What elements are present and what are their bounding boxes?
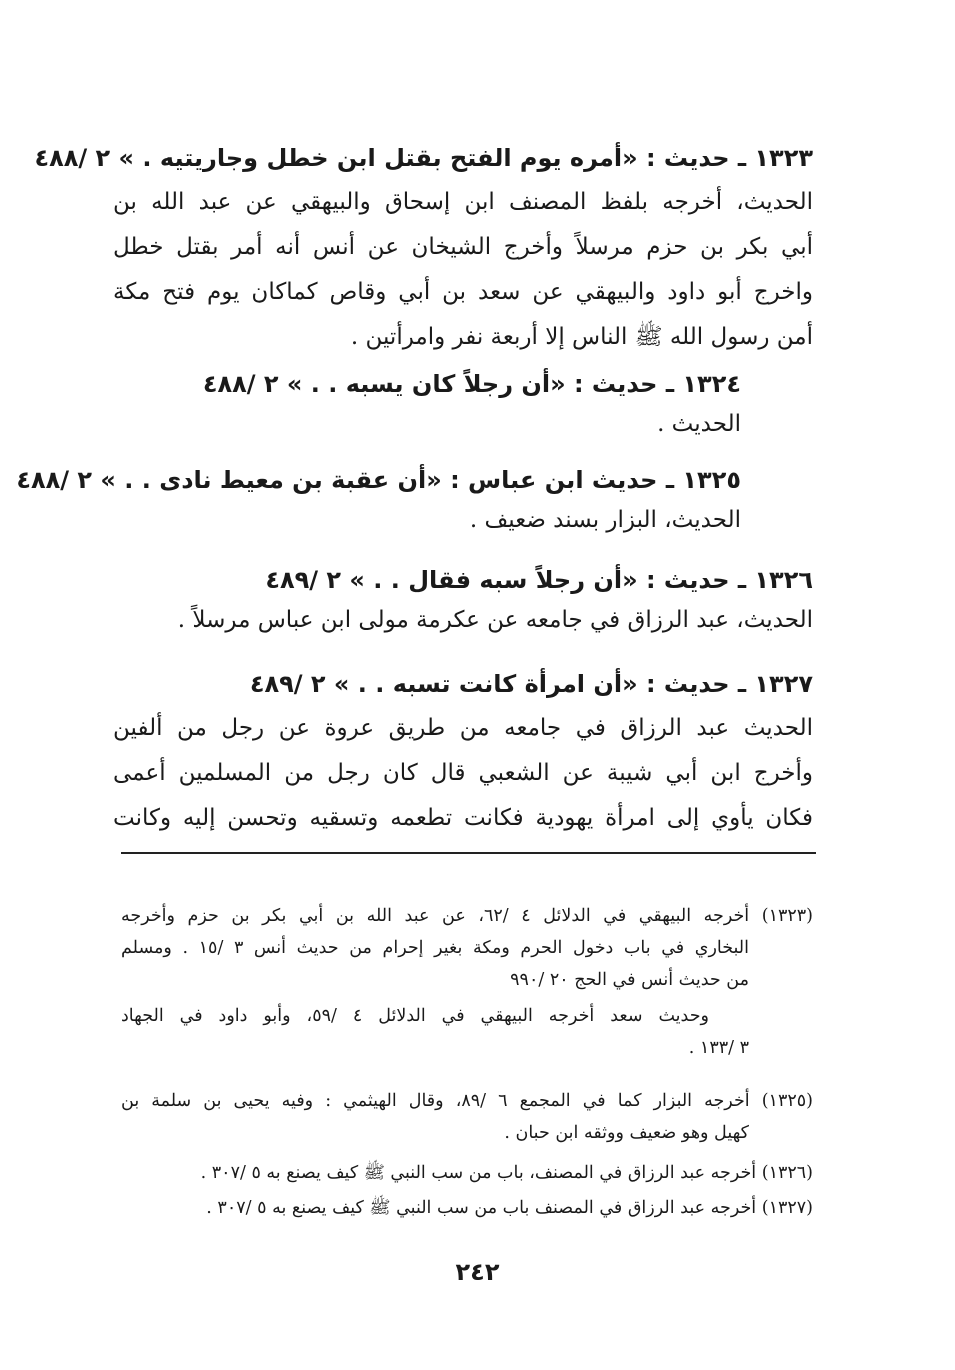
footnote-line: (١٣٢٦) أخرجه عبد الرزاق في المصنف، باب من سب النبي ﷺ كيف يصنع به ٥ /٣٠٧ . xyxy=(200,1163,813,1183)
entry-text-line: الحديث، البزار بسند ضعيف . xyxy=(469,507,741,533)
entry-text-line: أمن رسول الله ﷺ الناس إلا أربعة نفر وامرأتين . xyxy=(350,324,813,350)
entry-heading: ١٣٢٣ ـ حديث : «أمره يوم الفتح بقتل ابن خطل وجاريتيه . » ٢ /٤٨٨ xyxy=(34,144,813,172)
footnote-line: وحديث سعد أخرجه البيهقي في الدلائل ٤ /٥٩، وأبو داود في الجهاد xyxy=(121,1006,709,1026)
entry-text-line: الحديث، عبد الرزاق في جامعه عن عكرمة مولى ابن عباس مرسلاً . xyxy=(177,607,813,633)
entry-text-line: واخرج أبو داود والبيهقي عن سعد بن أبي وقاص كماكان يوم فتح مكة xyxy=(113,279,813,305)
footnote-line: البخاري في باب دخول الحرم ومكة بغير إحرام من حديث أنس ٣ /١٥ . ومسلم xyxy=(121,938,749,958)
entry-1326 xyxy=(113,562,813,643)
entry-text-line: وأخرج ابن أبي شيبة عن الشعبي قال كان رجل من المسلمين أعمى xyxy=(113,760,813,786)
footnote-separator xyxy=(121,852,816,854)
entry-heading: ١٣٢٥ ـ حديث ابن عباس : «أن عقبة بن معيط نادى . . » ٢ /٤٨٨ xyxy=(16,466,741,494)
entry-text-line: الحديث عبد الرزاق في جامعه من طريق عروة عن رجل من ألفين xyxy=(113,715,813,741)
footnote-1323 xyxy=(121,900,813,1064)
entry-1327 xyxy=(113,666,813,841)
entry-text-line: الحديث . xyxy=(657,411,741,437)
footnote-line: من حديث أنس في الحج ٢٠ /٩٩٠ xyxy=(510,970,749,990)
footnote-line: كهيل وهو ضعيف ووثقه ابن حبان . xyxy=(504,1123,749,1143)
footnote-line: ٣ /١٣٣ . xyxy=(688,1038,749,1058)
entry-heading: ١٣٢٤ ـ حديث : «أن رجلاً كان يسبه . . » ٢ /٤٨٨ xyxy=(202,370,741,398)
entry-text-line: أبي بكر بن حزم مرسلاً وأخرج الشيخان عن أنس أنه أمر بقتل خطل xyxy=(113,234,813,260)
entry-1325 xyxy=(16,462,813,543)
entry-heading: ١٣٢٦ ـ حديث : «أن رجلاً سبه فقال . . » ٢ /٤٨٩ xyxy=(265,566,813,594)
entry-heading: ١٣٢٧ ـ حديث : «أن امرأة كانت تسبه . . » ٢ /٤٨٩ xyxy=(249,670,813,698)
footnote-line: (١٣٢٣) أخرجه البيهقي في الدلائل ٤ /٦٢، عن عبد الله بن أبي بكر بن حزم وأخرجه xyxy=(121,906,813,926)
footnote-1326 xyxy=(121,1157,813,1189)
page-number: ٢٤٢ xyxy=(455,1258,500,1286)
entry-text-line: الحديث، أخرجه بلفظ المصنف ابن إسحاق والبيهقي عن عبد الله بن xyxy=(113,189,813,215)
footnote-line: (١٣٢٧) أخرجه عبد الرزاق في المصنف باب من سب النبي ﷺ كيف يصنع به ٥ /٣٠٧ . xyxy=(206,1198,813,1218)
footnote-1325 xyxy=(121,1085,813,1149)
entry-1324 xyxy=(113,366,813,447)
footnote-1327 xyxy=(121,1192,813,1224)
footnote-line: (١٣٢٥) أخرجه البزار كما في المجمع ٦ /٨٩، وقال الهيثمي : وفيه يحيى بن سلمة بن xyxy=(121,1091,813,1111)
entry-1323 xyxy=(34,140,813,360)
entry-text-line: فكان يأوي إلى امرأة يهودية فكانت تطعمه وتسقيه وتحسن إليه وكانت xyxy=(113,805,813,831)
